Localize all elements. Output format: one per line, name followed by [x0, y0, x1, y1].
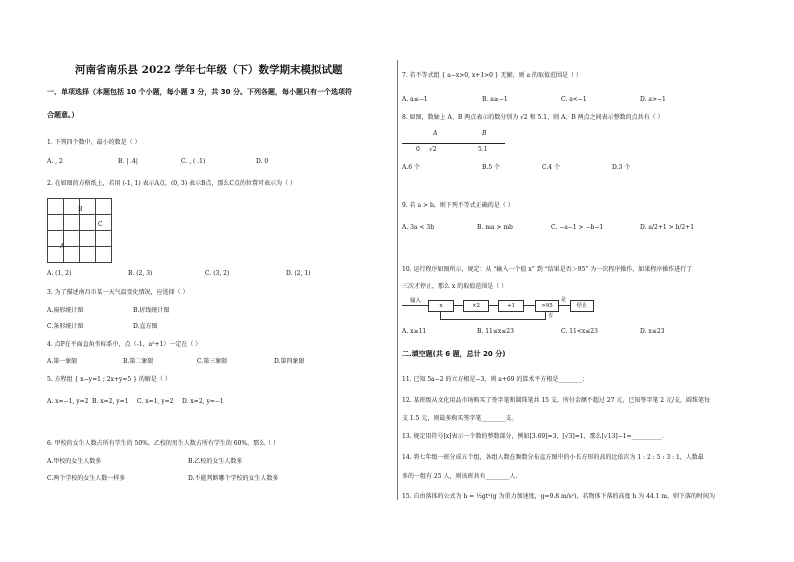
q8-option-c: C.4 个: [542, 164, 561, 171]
q11-text: 11. 已知 5a−2 的立方根是−3，则 a+69 的算术平方根是________；: [402, 376, 589, 383]
q10-option-d: D. x≤23: [640, 328, 665, 335]
q3-option-b: B.折线统计图: [133, 307, 170, 314]
q8-sqrt2-label: √2: [429, 146, 437, 153]
q8-number-line: [402, 143, 505, 144]
q6-option-a: A.甲校的女生人数多: [47, 458, 102, 465]
q3-option-d: D.直方图: [133, 323, 158, 330]
q8-option-d: D.3 个: [612, 164, 631, 171]
q1-option-c: C. , ( .1): [181, 158, 206, 165]
q9-option-c: C. −a−1 > −b−1: [551, 224, 604, 231]
q10-option-b: B. 11≤x≤23: [477, 328, 514, 335]
q10-flow-times2-box: ×2: [463, 300, 489, 312]
column-divider: [397, 60, 398, 500]
q9-option-d: D. a/2+1 > b/2+1: [640, 224, 695, 231]
q7-option-a: A. a≤−1: [402, 96, 428, 103]
q10-flow-yes-label: 是: [561, 297, 567, 303]
q7-option-c: C. a<−1: [561, 96, 587, 103]
q10-flow-arrow: [488, 305, 498, 306]
q10-stem: 10. 运行程序如图所示，规定：从 “输入一个值 x” 到 “结果是否＞95” 为一次程序操作，如果程序操作进行了: [402, 266, 693, 273]
q10-flow-input-label: 输入: [410, 298, 422, 304]
q10-flow-arrow: [558, 305, 570, 306]
q2-stem: 2. 在如图的方格纸上，若用 (-1, 1) 表示A点，(0, 3) 表示B点，那么C点的位置可表示为（ ）: [47, 180, 296, 187]
q2-option-a: A. (1, 2): [47, 270, 72, 277]
q10-flow-no-label: 否: [548, 313, 554, 319]
q10-option-a: A. x≥11: [402, 328, 427, 335]
q10-flow-arrow: [402, 305, 428, 306]
q12-text-cont: 支 1.5 元，则最多购买签字笔________支。: [402, 415, 518, 422]
q1-option-a: A. , 2: [47, 158, 63, 165]
q12-text: 12. 某班级从文化用品市场购买了签字笔和圆珠笔共 15 支，所付金额不超过 27 元，已知签字笔 2 元/支，圆珠笔每: [402, 397, 711, 404]
q3-option-c: C.条形统计图: [47, 323, 84, 330]
q10-flow-loop: [440, 311, 441, 319]
q4-option-d: D.第四象限: [274, 358, 305, 365]
q10-stem-cont: 三次才停止，那么 x 的取值范围是（ ）: [402, 283, 508, 290]
q2-point-c-label: C: [98, 221, 103, 228]
q14-text-cont: 多的一组有 25 人，则该班共有________人.: [402, 473, 518, 480]
q2-option-d: D. (2, 1): [286, 270, 311, 277]
q2-point-a-label: A: [60, 243, 65, 250]
q13-text: 13. 规定用符号[x]表示一个数的整数部分，例如[3.69]=3，[√3]=1，那么[√13]−1=__________.: [402, 433, 664, 440]
q3-option-a: A.扇形统计图: [47, 307, 84, 314]
q10-flow-stop-box: 停止: [570, 300, 594, 312]
q14-text: 14. 将七年级一班分成五个组，各组人数在频数分布直方图中的小长方形的高的比依次为 1 : 2 : 5 : 3 : 1，人数最: [402, 454, 704, 461]
q9-option-b: B. ma > mb: [477, 224, 513, 231]
q2-option-b: B. (2, 3): [128, 270, 153, 277]
q6-option-d: D.不能判断哪个学校的女生人数多: [188, 475, 279, 482]
q7-stem: 7. 若不等式组 { a−x>0, x+1>0 } 无解，则 a 的取值范围是（ ）: [402, 72, 582, 79]
q5-option-a: A. x=−1, y=2: [47, 398, 89, 405]
q5-stem: 5. 方程组 { x−y=1 ; 2x+y=5 } 的解是（ ）: [47, 376, 171, 383]
q2-point-b-label: B: [78, 206, 83, 213]
page-title: 河南省南乐县 2022 学年七年级（下）数学期末模拟试题: [75, 64, 343, 76]
q4-option-b: B.第二象限: [123, 358, 154, 365]
q10-option-c: C. 11<x≤23: [561, 328, 598, 335]
q1-option-d: D. 0: [256, 158, 269, 165]
q6-stem: 6. 甲校的女生人数占所有学生的 50%，乙校的男生人数占所有学生的 60%，那么（ ）: [47, 440, 280, 447]
q9-stem: 9. 若 a > b，则下列不等式正确的是（ ）: [402, 202, 514, 209]
section1-header-cont: 合题意。）: [47, 111, 79, 119]
q10-flow-arrow: [523, 305, 535, 306]
q8-stem: 8. 如图，数轴上 A、B 两点表示的数分别为 √2 和 5.1，则 A、B 两点之间表示整数的点共有（ ）: [402, 114, 664, 121]
q8-zero-label: 0: [416, 146, 420, 153]
q1-stem: 1. 下列四个数中，最小的数是（ ）: [47, 139, 141, 146]
q8-point-b-label: B: [482, 130, 487, 137]
q2-option-c: C. (3, 2): [205, 270, 230, 277]
q6-option-b: B.乙校的女生人数多: [188, 458, 243, 465]
q8-five-label: 5.1: [478, 146, 488, 153]
q4-option-c: C.第三象限: [197, 358, 228, 365]
q6-option-c: C.两个学校的女生人数一样多: [47, 475, 126, 482]
q5-option-b: B. x=2, y=1: [92, 398, 129, 405]
q10-flow-loop: [440, 319, 546, 320]
q15-text: 15. 自由落体的公式为 h = ½gt²(g 为重力加速度，g=9.8 m/s²)，若物体下落的高度 h 为 44.1 m，则下落的时间为: [402, 493, 716, 500]
q5-option-d: D. x=2, y=−1: [182, 398, 224, 405]
q10-flow-loop: [545, 311, 546, 319]
q10-flow-plus1-box: +1: [498, 300, 524, 312]
q8-option-b: B.5 个: [482, 164, 501, 171]
q4-stem: 4. 点P在平面直角坐标系中，点（-1，a²+1）一定在（ ）: [47, 341, 202, 348]
q9-option-a: A. 3a < 3b: [402, 224, 435, 231]
q3-stem: 3. 为了描述南昌市某一天气温变化情况，应选择（ ）: [47, 289, 189, 296]
q8-point-a-label: A: [433, 130, 438, 137]
q8-option-a: A.6 个: [402, 164, 420, 171]
section2-header: 二.填空题(共 6 题，总计 20 分): [402, 350, 506, 358]
q10-flow-arrow: [453, 305, 463, 306]
q1-option-b: B. | .4|: [118, 158, 138, 165]
q5-option-c: C. x=1, y=2: [137, 398, 174, 405]
q7-option-d: D. a>−1: [640, 96, 666, 103]
q10-flow-check-box: >95: [535, 300, 559, 312]
section1-header: 一、单项选择（本题包括 10 个小题，每小题 3 分，共 30 分。下列各题，每小题只有一个选项符: [47, 88, 352, 96]
q10-flow-x-box: x: [428, 300, 454, 312]
q4-option-a: A.第一象限: [47, 358, 78, 365]
q7-option-b: B. a≥−1: [482, 96, 508, 103]
